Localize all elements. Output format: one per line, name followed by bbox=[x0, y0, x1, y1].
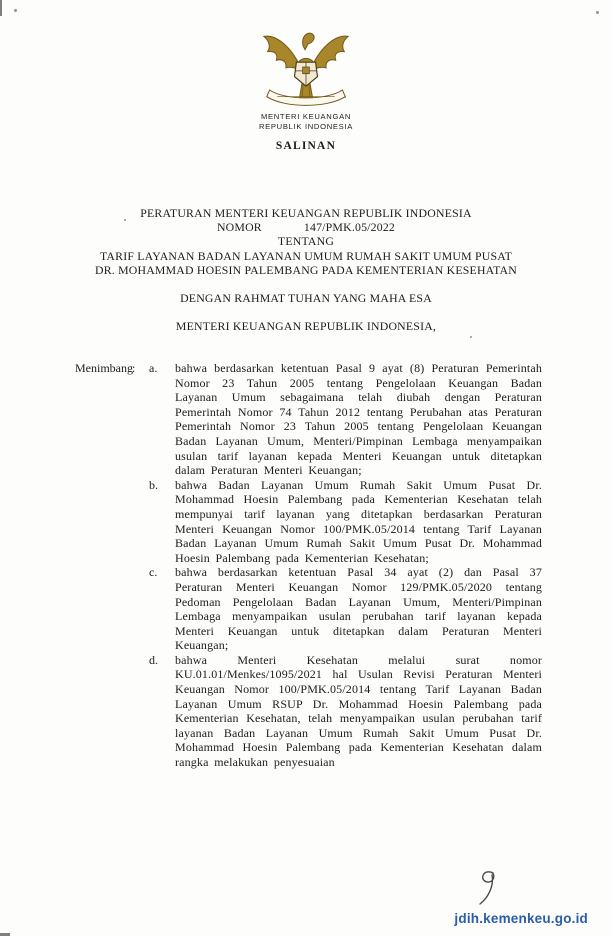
letterhead bbox=[0, 26, 612, 152]
consideration-item bbox=[148, 653, 542, 770]
item-letter: c. bbox=[149, 565, 158, 580]
subject-line-2: DR. MOHAMMAD HOESIN PALEMBANG PADA KEMENTERIAN KESEHATAN bbox=[95, 262, 517, 277]
republic-name: REPUBLIK INDONESIA bbox=[258, 121, 354, 131]
regulation-title: PERATURAN MENTERI KEUANGAN REPUBLIK INDONESIA bbox=[140, 206, 472, 220]
ministry-name: MENTERI KEUANGAN bbox=[260, 112, 352, 121]
handwritten-paraf-mark bbox=[477, 868, 503, 908]
jdih-link[interactable]: jdih.kemenkeu.go.id bbox=[454, 911, 588, 926]
grace-line: DENGAN RAHMAT TUHAN YANG MAHA ESA bbox=[180, 291, 432, 306]
regulation-number-line bbox=[30, 220, 582, 234]
consideration-item bbox=[148, 361, 542, 478]
item-letter: d. bbox=[149, 652, 158, 667]
menimbang-items bbox=[148, 361, 542, 770]
tentang-label: TENTANG bbox=[277, 234, 335, 249]
menimbang-label: Menimbang bbox=[75, 361, 133, 375]
item-text: bahwa berdasarkan ketentuan Pasal 9 ayat (8) Peraturan Pemerintah Nomor 23 Tahun 2005 tentang Pengelolaan Keuangan Badan Layanan Umum sebagaimana telah diubah dengan Peraturan Pemerintah Nomor 74 Tahun 2012 tentang Perubahan atas Peraturan Pemerintah Nomor 23 Tahun 2005 tentang Pengelolaan Keuangan Badan Layanan Umum, Menteri/Pimpinan Lembaga menyampaikan usulan tarif layanan kepada Menteri Keuangan untuk ditetapkan dalam Peraturan Menteri Keuangan; bbox=[175, 361, 542, 478]
scan-artifact bbox=[0, 0, 2, 16]
menimbang-section bbox=[75, 361, 542, 770]
item-letter: a. bbox=[149, 361, 158, 375]
consideration-item bbox=[148, 565, 542, 653]
salinan-label: SALINAN bbox=[275, 140, 337, 152]
garuda-pancasila-emblem bbox=[260, 26, 352, 108]
nomor-label: NOMOR bbox=[216, 220, 262, 235]
item-text: bahwa Menteri Kesehatan melalui surat nomor KU.01.01/Menkes/1095/2021 hal Usulan Revisi Peraturan Menteri Keuangan Nomor 100/PMK.05/2014 tentang Tarif Layanan Badan Layanan Umum RSUP Dr. Mohammad Hoesin Palembang pada Kementerian Kesehatan, telah menyampaikan usulan perubahan tarif layanan Badan Layanan Umum Rumah Sakit Umum Pusat Dr. Mohammad Hoesin Palembang pada Kementerian Kesehatan dalam rangka melakukan penyesuaian bbox=[175, 652, 542, 770]
scan-artifact bbox=[14, 9, 17, 12]
item-text: bahwa Badan Layanan Umum Rumah Sakit Umum Pusat Dr. Mohammad Hoesin Palembang pada Kementerian Kesehatan telah mempunyai tarif layanan yang ditetapkan berdasarkan Peraturan Menteri Keuangan Nomor 100/PMK.05/2014 tentang Tarif Layanan Badan Layanan Umum Rumah Sakit Umum Pusat Dr. Mohammad Hoesin Palembang pada Kementerian Kesehatan; bbox=[175, 477, 542, 565]
authority-line: MENTERI KEUANGAN REPUBLIK INDONESIA, bbox=[175, 319, 437, 334]
scan-artifact bbox=[596, 11, 599, 14]
nomor-value: 147/PMK.05/2022 bbox=[303, 220, 396, 235]
item-text: bahwa berdasarkan ketentuan Pasal 34 ayat (2) dan Pasal 37 Peraturan Menteri Keuangan Nomor 129/PMK.05/2020 tentang Pedoman Pengelolaan Badan Layanan Umum, Menteri/Pimpinan Lembaga menyampaikan usulan perubahan tarif layanan kepada Menteri Keuangan untuk ditetapkan dalam Peraturan Menteri Keuangan; bbox=[175, 565, 542, 653]
scan-artifact bbox=[470, 336, 472, 338]
item-letter: b. bbox=[149, 477, 158, 492]
menimbang-colon: : bbox=[132, 361, 136, 375]
consideration-item bbox=[148, 478, 542, 566]
title-block bbox=[30, 206, 582, 333]
subject-line-1: TARIF LAYANAN BADAN LAYANAN UMUM RUMAH SAKIT UMUM PUSAT bbox=[99, 248, 513, 263]
